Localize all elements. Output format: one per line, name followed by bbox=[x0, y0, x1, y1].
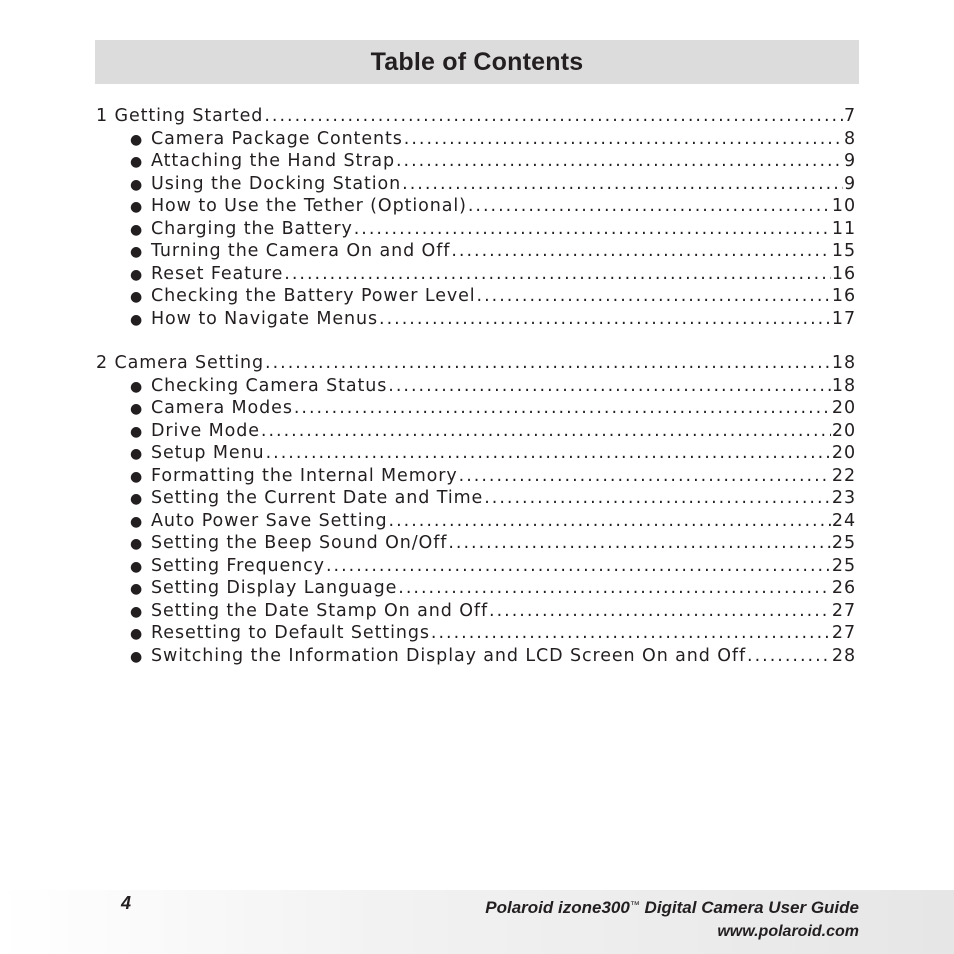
footer-product-name: Polaroid izone300 bbox=[485, 898, 630, 917]
toc-entry-label: Reset Feature bbox=[151, 263, 284, 284]
page-title: Table of Contents bbox=[370, 47, 584, 76]
bullet-icon: ● bbox=[130, 199, 144, 215]
bullet-icon: ● bbox=[130, 176, 144, 193]
toc-entry-label: Camera Package Contents bbox=[151, 128, 403, 149]
toc-entry[interactable] bbox=[96, 263, 856, 286]
bullet-icon: ● bbox=[130, 446, 144, 462]
toc-leader-dots bbox=[451, 240, 831, 263]
bullet-icon: ● bbox=[130, 131, 144, 148]
toc-entry[interactable] bbox=[96, 510, 856, 533]
toc-page-number: 8 bbox=[843, 128, 856, 149]
footer-guide-title bbox=[485, 898, 859, 918]
toc-entry-label: Switching the Information Display and LCD Screen On and Off bbox=[151, 645, 747, 666]
toc-entry[interactable] bbox=[96, 577, 856, 600]
toc-entry[interactable] bbox=[96, 128, 856, 151]
toc-page-number: 26 bbox=[831, 578, 856, 598]
toc-page-number: 20 bbox=[831, 443, 856, 463]
toc-page-number: 25 bbox=[831, 533, 856, 553]
toc-leader-dots bbox=[448, 532, 831, 555]
toc-page-number: 15 bbox=[831, 241, 856, 261]
toc-section-title: 1 Getting Started bbox=[96, 106, 264, 126]
toc-entry-label: Setting Display Language bbox=[151, 578, 398, 598]
toc-leader-dots bbox=[396, 150, 843, 173]
bullet-icon: ● bbox=[130, 468, 144, 485]
toc-entry[interactable] bbox=[96, 465, 856, 488]
table-of-contents bbox=[96, 105, 856, 689]
toc-entry[interactable] bbox=[96, 487, 856, 510]
toc-page-number: 20 bbox=[831, 420, 856, 441]
toc-leader-dots bbox=[294, 397, 831, 420]
toc-leader-dots bbox=[261, 420, 831, 443]
toc-entry[interactable] bbox=[96, 285, 856, 308]
toc-page-number: 25 bbox=[831, 555, 856, 576]
header-bar bbox=[95, 40, 859, 84]
toc-entry-label: Charging the Battery bbox=[151, 218, 353, 239]
toc-section bbox=[96, 105, 856, 330]
bullet-icon: ● bbox=[130, 244, 144, 260]
toc-page-number: 7 bbox=[843, 106, 856, 126]
toc-entry[interactable] bbox=[96, 600, 856, 623]
toc-entry[interactable] bbox=[96, 375, 856, 398]
toc-entry[interactable] bbox=[96, 195, 856, 218]
toc-page-number: 22 bbox=[831, 465, 856, 486]
toc-leader-dots bbox=[398, 577, 831, 600]
toc-entry-label: Resetting to Default Settings bbox=[151, 623, 430, 643]
toc-section bbox=[96, 352, 856, 667]
toc-entry-label: Setting the Date Stamp On and Off bbox=[151, 600, 489, 621]
toc-entry-label: Attaching the Hand Strap bbox=[151, 151, 395, 171]
toc-page-number: 23 bbox=[831, 488, 856, 508]
toc-entry-label: Drive Mode bbox=[151, 420, 260, 441]
toc-leader-dots bbox=[468, 195, 831, 218]
footer-guide-suffix: Digital Camera User Guide bbox=[639, 898, 859, 917]
toc-page-number: 27 bbox=[831, 600, 856, 621]
trademark-symbol: ™ bbox=[629, 900, 640, 911]
toc-entry-label: Setting the Current Date and Time bbox=[151, 488, 484, 508]
toc-leader-dots bbox=[354, 218, 831, 241]
toc-entry[interactable] bbox=[96, 218, 856, 241]
toc-page-number: 27 bbox=[831, 623, 856, 643]
bullet-icon: ● bbox=[130, 266, 144, 283]
bullet-icon: ● bbox=[130, 401, 144, 417]
toc-entry-label: Setup Menu bbox=[151, 443, 265, 463]
toc-page-number: 17 bbox=[831, 308, 856, 329]
toc-leader-dots bbox=[389, 510, 831, 533]
toc-entry-label: Using the Docking Station bbox=[151, 173, 402, 194]
bullet-icon: ● bbox=[130, 423, 144, 440]
bullet-icon: ● bbox=[130, 311, 144, 328]
toc-entry[interactable] bbox=[96, 645, 856, 668]
toc-leader-dots bbox=[379, 308, 831, 331]
bullet-icon: ● bbox=[130, 626, 144, 642]
toc-entry[interactable] bbox=[96, 308, 856, 331]
toc-entry-label: Setting Frequency bbox=[151, 555, 325, 576]
toc-entry[interactable] bbox=[96, 555, 856, 578]
toc-page-number: 24 bbox=[831, 510, 856, 531]
toc-leader-dots bbox=[747, 645, 831, 668]
toc-page-number: 9 bbox=[843, 151, 856, 171]
page-number: 4 bbox=[121, 893, 132, 913]
toc-entry-label: Turning the Camera On and Off bbox=[151, 241, 451, 261]
bullet-icon: ● bbox=[130, 536, 144, 552]
bullet-icon: ● bbox=[130, 154, 144, 170]
toc-leader-dots bbox=[402, 173, 843, 196]
toc-page-number: 9 bbox=[843, 173, 856, 194]
toc-leader-dots bbox=[431, 622, 831, 645]
bullet-icon: ● bbox=[130, 603, 144, 620]
toc-entry-label: Checking Camera Status bbox=[151, 375, 388, 396]
toc-entry-label: Checking the Battery Power Level bbox=[151, 286, 476, 306]
bullet-icon: ● bbox=[130, 513, 144, 530]
toc-section-heading[interactable] bbox=[96, 352, 856, 375]
toc-page-number: 11 bbox=[831, 218, 856, 239]
toc-entry[interactable] bbox=[96, 532, 856, 555]
bullet-icon: ● bbox=[130, 648, 144, 665]
toc-entry-label: Formatting the Internal Memory bbox=[151, 465, 458, 486]
toc-leader-dots bbox=[284, 263, 831, 286]
toc-leader-dots bbox=[265, 352, 831, 375]
bullet-icon: ● bbox=[130, 378, 144, 395]
toc-entry[interactable] bbox=[96, 397, 856, 420]
bullet-icon: ● bbox=[130, 581, 144, 597]
bullet-icon: ● bbox=[130, 289, 144, 305]
toc-page-number: 16 bbox=[831, 286, 856, 306]
toc-page-number: 28 bbox=[831, 645, 856, 666]
toc-leader-dots bbox=[489, 600, 831, 623]
toc-leader-dots bbox=[477, 285, 831, 308]
toc-entry[interactable] bbox=[96, 442, 856, 465]
toc-entry-label: How to Use the Tether (Optional) bbox=[151, 196, 467, 216]
toc-section-title: 2 Camera Setting bbox=[96, 353, 264, 373]
toc-entry-label: Setting the Beep Sound On/Off bbox=[151, 533, 448, 553]
bullet-icon: ● bbox=[130, 558, 144, 575]
toc-leader-dots bbox=[388, 375, 831, 398]
toc-leader-dots bbox=[484, 487, 831, 510]
toc-entry[interactable] bbox=[96, 150, 856, 173]
toc-section-heading[interactable] bbox=[96, 105, 856, 128]
toc-entry-label: Auto Power Save Setting bbox=[151, 510, 388, 531]
toc-page-number: 16 bbox=[831, 263, 856, 284]
toc-page-number: 18 bbox=[831, 375, 856, 396]
toc-entry[interactable] bbox=[96, 240, 856, 263]
toc-leader-dots bbox=[326, 555, 831, 578]
bullet-icon: ● bbox=[130, 491, 144, 507]
toc-page-number: 10 bbox=[831, 196, 856, 216]
toc-entry[interactable] bbox=[96, 622, 856, 645]
toc-entry[interactable] bbox=[96, 420, 856, 443]
toc-entry-label: How to Navigate Menus bbox=[151, 308, 378, 329]
toc-entry-label: Camera Modes bbox=[151, 398, 293, 418]
toc-leader-dots bbox=[266, 442, 831, 465]
toc-leader-dots bbox=[404, 128, 843, 151]
toc-leader-dots bbox=[459, 465, 831, 488]
bullet-icon: ● bbox=[130, 221, 144, 238]
footer-url: www.polaroid.com bbox=[717, 923, 859, 940]
toc-leader-dots bbox=[264, 105, 843, 128]
toc-page-number: 20 bbox=[831, 398, 856, 418]
toc-page-number: 18 bbox=[831, 353, 856, 373]
toc-entry[interactable] bbox=[96, 173, 856, 196]
